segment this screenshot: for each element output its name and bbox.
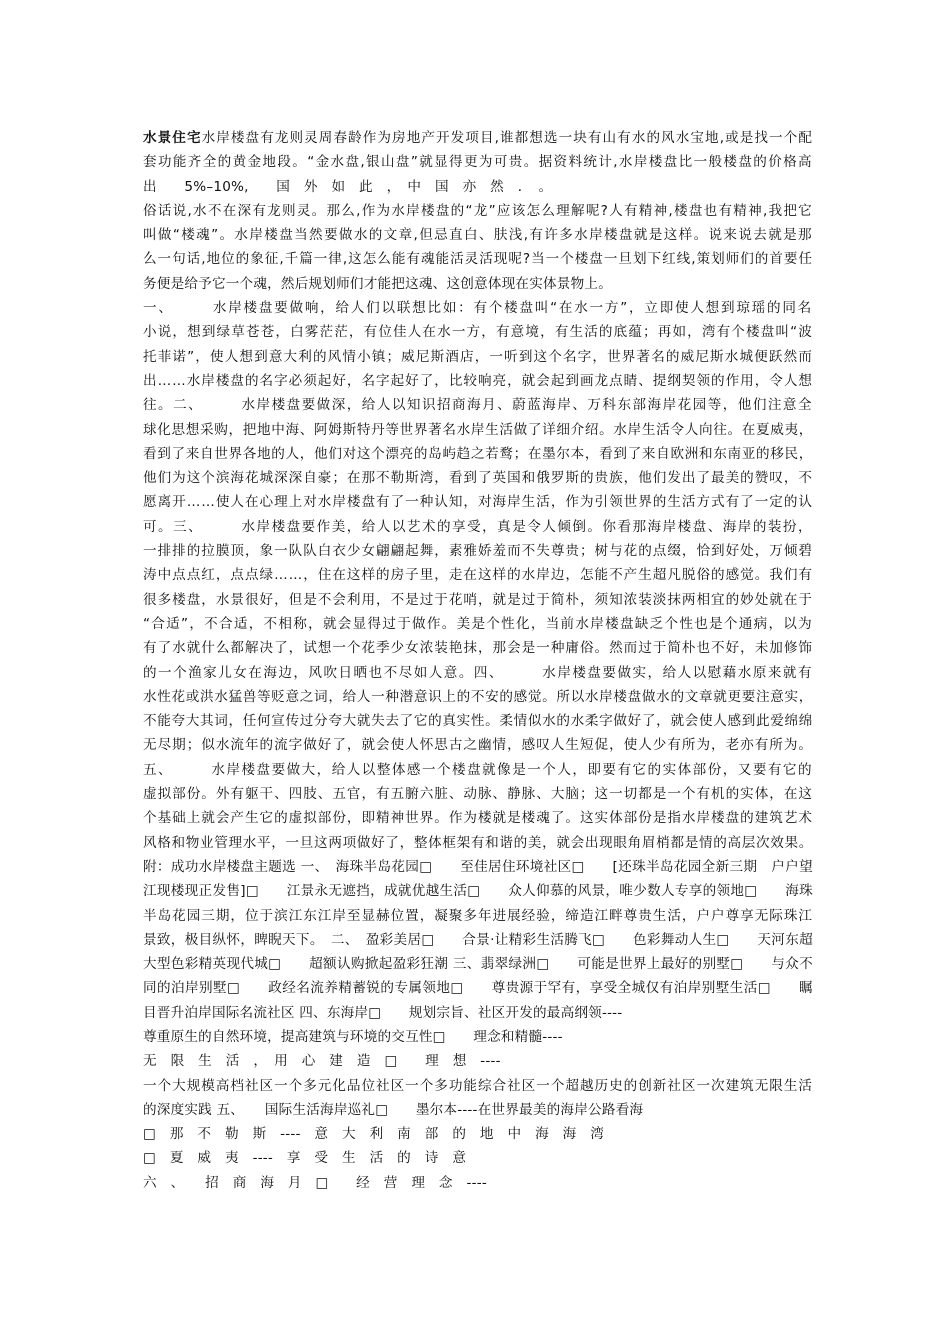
- text-line: 景致，极目纵怀，睥睨天下。 二、 盈彩美居□ 合景·让精彩生活腾飞□ 色彩舞动人生□ 天河东超: [143, 931, 813, 948]
- text-line: 个基础上就会产生它的虚拟部份，即精神世界。作为楼就是楼魂了。这实体部份是指水岸楼盘的建筑艺术: [143, 810, 813, 827]
- text-line: 小说，想到绿草苍苍，白雾茫茫，有位佳人在水一方，有意境，有生活的底蕴；再如，湾有个楼盘叫“波: [143, 324, 813, 341]
- text-line: 球化思想采购，把地中海、阿姆斯特丹等世界著名水岸生活做了详细介绍。水岸生活令人向往。在夏威夷，: [143, 421, 813, 438]
- text-line: 无尽期；似水流年的流字做好了，就会使人怀思古之幽情，感叹人生短促，使人少有所为，老亦有所为。: [143, 737, 813, 754]
- text-line: 俗话说,水不在深有龙则灵。那么,作为水岸楼盘的“龙”应该怎么理解呢?人有精神,楼盘也有精神,我把它: [143, 202, 813, 219]
- text-line: 尊重原生的自然环境，提高建筑与环境的交互性□ 理念和精髓----: [143, 1028, 563, 1045]
- text-line: 半岛花园三期，位于滨江东江岸至显赫位置，凝聚多年进展经验，缔造江畔尊贵生活，户户尊享无际珠江: [143, 907, 813, 924]
- text-line: 可。三、 水岸楼盘要作美，给人以艺术的享受，真是令人倾倒。你看那海岸楼盘、海岸的装扮，: [143, 518, 813, 535]
- text-line: 叫做“楼魂”。水岸楼盘当然要做水的文章,但忌直白、肤浅,有许多水岸楼盘就是这样。说来说去就是那: [143, 227, 813, 244]
- text-line: □ 夏 威 夷 ---- 享 受 生 活 的 诗 意: [143, 1150, 467, 1167]
- text-line: 涛中点点红，点点绿……，住在这样的房子里，走在这样的水岸边，怎能不产生超凡脱俗的感觉。我们有: [143, 567, 813, 584]
- text-line: 出 5%–10%, 国 外 如 此 ， 中 国 亦 然 ． 。: [143, 178, 553, 195]
- text-line: 一排排的拉膜顶，象一队队白衣少女翩翩起舞，素雅娇羞而不失尊贵；树与花的点缀，恰到好处，万倾碧: [143, 543, 813, 560]
- text-line: 往。二、 水岸楼盘要做深，给人以知识招商海月、蔚蓝海岸、万科东部海岸花园等，他们注意全: [143, 397, 813, 414]
- text-line: 的一个渔家儿女在海边，风吹日晒也不尽如人意。四、 水岸楼盘要做实，给人以慰藉水原来就有: [143, 664, 813, 681]
- text-line: 大型色彩精英现代城□ 超额认购掀起盈彩狂潮 三、翡翠绿洲□ 可能是世界上最好的别墅□ 与众不: [143, 956, 813, 973]
- text-line: 目晋升泊岸国际名流社区 四、东海岸□ 规划宗旨、社区开发的最高纲领----: [143, 1004, 623, 1021]
- text-line: 很多楼盘，水景很好，但是不会利用，不是过于花哨，就是过于简朴，须知浓装淡抹两相宜的妙处就在于: [143, 591, 813, 608]
- text-line: 愿离开……使人在心理上对水岸楼盘有了一种认知，对海岸生活，作为引领世界的生活方式有了一定的认: [143, 494, 813, 511]
- text-line: 务便是给予它一个魂，然后规划师们才能把这魂、这创意体现在实体景物上。: [143, 275, 612, 292]
- text-line: 不能夸大其词，任何宣传过分夸大就失去了它的真实性。柔情似水的水柔字做好了，就会使人感到此爱绵绵: [143, 713, 813, 730]
- text-line: 水性花或洪水猛兽等贬意之词，给人一种潜意识上的不安的感觉。所以水岸楼盘做水的文章就更要注意实，: [143, 688, 813, 705]
- text-line: 有了水就什么都解决了，试想一个花季少女浓装艳抹，那会是一种庸俗。然而过于简朴也不好，未加修饰: [143, 640, 813, 657]
- text-line: 一、 水岸楼盘要做响，给人们以联想比如：有个楼盘叫“在水一方”，立即使人想到琼瑶的同名: [143, 300, 813, 317]
- text-line: 风格和物业管理水平，一旦这两项做好了，整体框架有和谐的美，就会出现眼角眉梢都是情的高层次效果。: [143, 834, 813, 851]
- text-line: 看到了来自世界各地的人，他们对这个漂亮的岛屿趋之若鹜；在墨尔本，看到了来自欧洲和东南亚的移民，: [143, 445, 813, 462]
- text-line: 虚拟部份。外有躯干、四肢、五官，有五腑六脏、动脉、静脉、大脑；这一切都是一个有机的实体，在这: [143, 786, 813, 803]
- text-line: 套功能齐全的黄金地段。“金水盘,银山盘”就显得更为可贵。据资料统计,水岸楼盘比一般楼盘的价格高: [143, 154, 813, 171]
- text-line: 五、 水岸楼盘要做大，给人以整体感一个楼盘就像是一个人，即要有它的实体部份，又要有它的: [143, 761, 813, 778]
- text-line: 的深度实践 五、 国际生活海岸巡礼□ 墨尔本----在世界最美的海岸公路看海: [143, 1101, 644, 1118]
- text-line: 他们为这个滨海花城深深自豪；在那不勒斯湾，看到了英国和俄罗斯的贵族，他们发出了最美的赞叹，不: [143, 470, 813, 487]
- document-title: 水景住宅: [143, 130, 202, 146]
- text-line: 一个大规模高档社区一个多元化品位社区一个多功能综合社区一个超越历史的创新社区一次建筑无限生活: [143, 1077, 813, 1094]
- text-line: 么一句话,地位的象征,千篇一律,这怎么能有魂能活灵活现呢?当一个楼盘一旦划下红线,策划师们的首要任: [143, 251, 813, 268]
- text-line: 水景住宅水岸楼盘有龙则灵周春龄作为房地产开发项目,谁都想选一块有山有水的风水宝地,或是找一个配: [143, 130, 813, 146]
- text-line: 托菲诺”，使人想到意大利的风情小镇；威尼斯酒店，一听到这个名字，世界著名的威尼斯水城便跃然而: [143, 348, 813, 365]
- text-line: 同的泊岸别墅□ 政经名流养精蓄锐的专属领地□ 尊贵源于罕有，享受全城仅有泊岸别墅生活□ 瞩: [143, 980, 813, 997]
- text-line: “合适”，不合适，不相称，就会显得过于做作。美是个性化，当前水岸楼盘缺乏个性也是个通病，以为: [143, 615, 813, 632]
- text-line: 六 、 招 商 海 月 □ 经 营 理 念 ----: [143, 1174, 487, 1191]
- text-line: 无 限 生 活 ， 用 心 建 造 □ 理 想 ----: [143, 1053, 501, 1070]
- text-line: □ 那 不 勒 斯 ---- 意 大 利 南 部 的 地 中 海 海 湾: [143, 1126, 605, 1143]
- document-body: [143, 126, 813, 1195]
- text-line: 附：成功水岸楼盘主题选 一、 海珠半岛花园□ 至佳居住环境社区□ [还珠半岛花园全新三期 户户望: [143, 858, 813, 875]
- text-line: 出……水岸楼盘的名字必须起好，名字起好了，比较响亮，就会起到画龙点睛、提纲契领的作用，令人想: [143, 372, 813, 389]
- text-line: 江现楼现正发售]□ 江景永无遮挡，成就优越生活□ 众人仰慕的风景，唯少数人专享的领地□ 海珠: [143, 883, 813, 900]
